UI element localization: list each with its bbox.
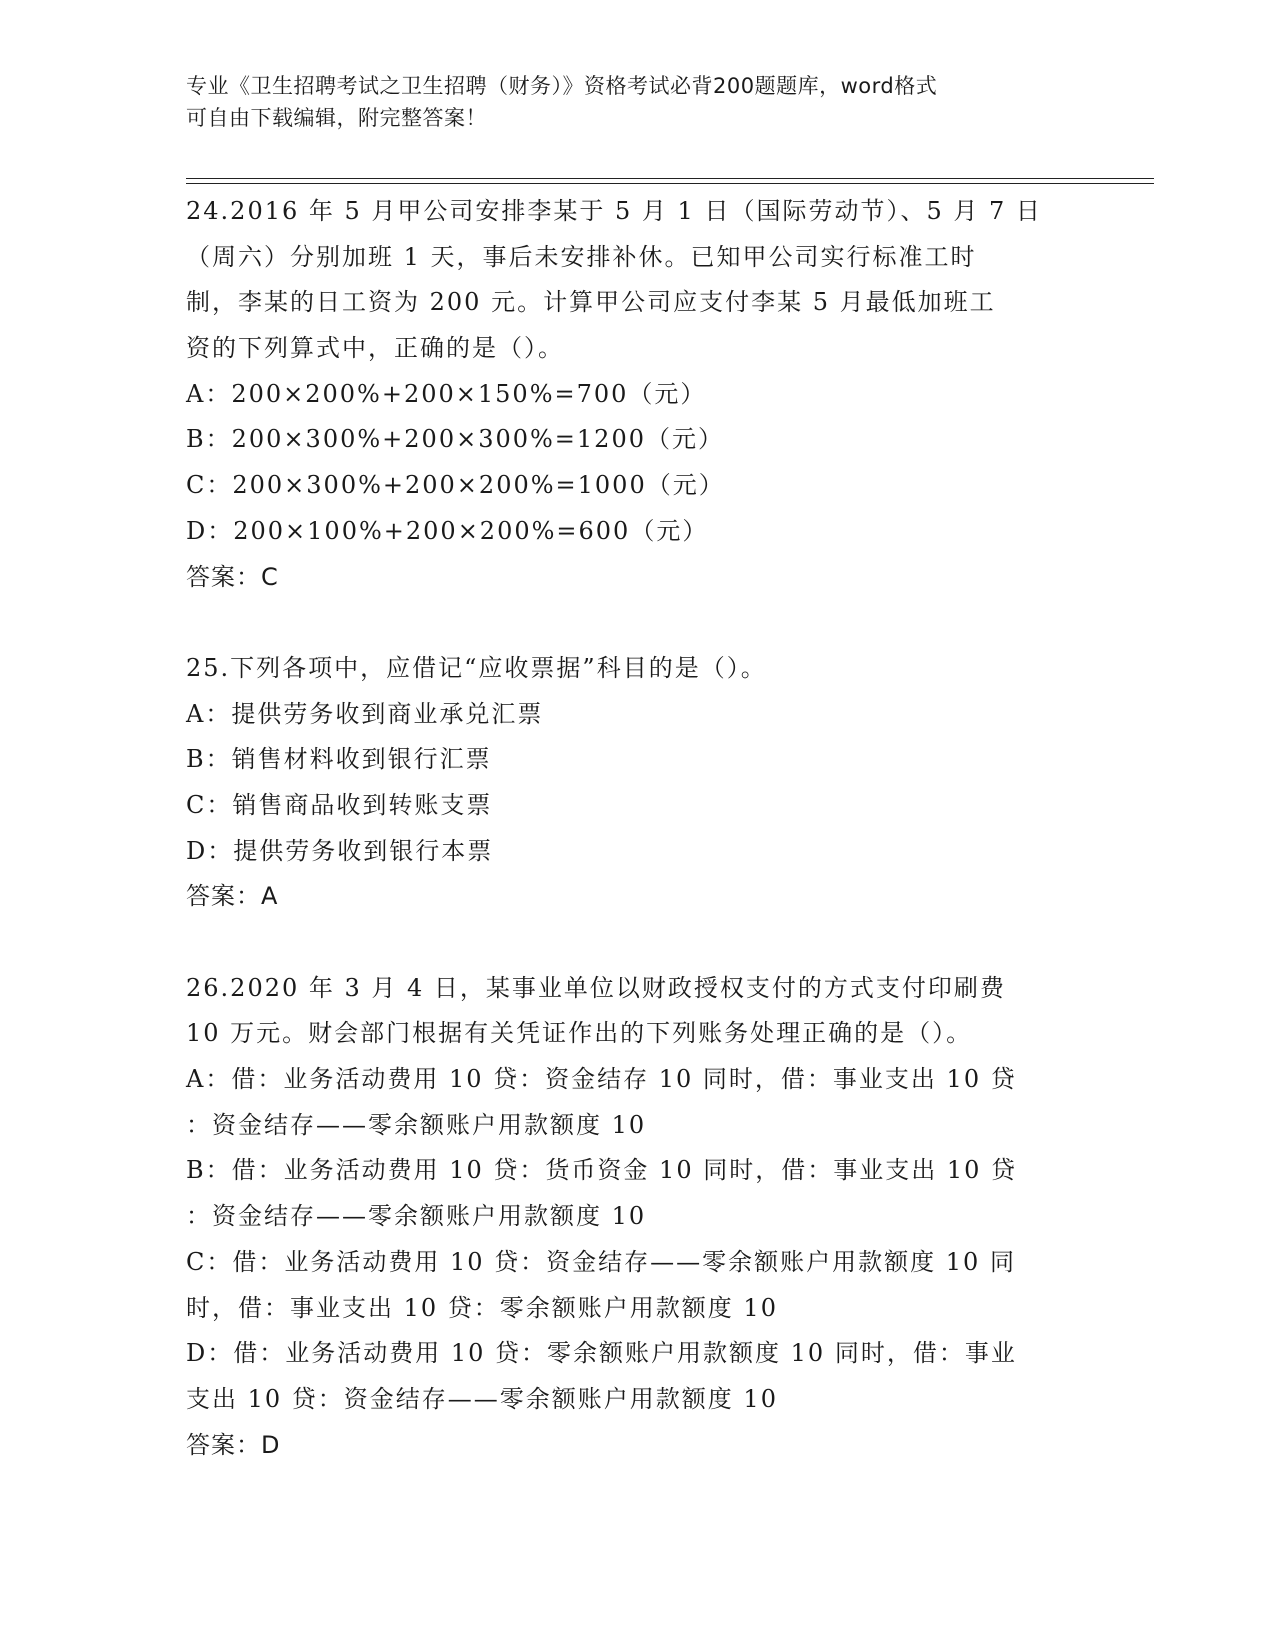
question-25 bbox=[186, 646, 1086, 920]
document-header bbox=[186, 70, 1086, 134]
header-divider-top bbox=[186, 178, 1154, 179]
option-a: A：200×200%+200×150%=700（元） bbox=[186, 379, 707, 408]
option-c: C：借：业务活动费用 10 贷：资金结存——零余额账户用款额度 10 同 bbox=[186, 1247, 1016, 1276]
question-spacer bbox=[186, 920, 1086, 966]
answer-label: 答案：A bbox=[186, 882, 279, 911]
question-stem-line: 制，李某的日工资为 200 元。计算甲公司应支付李某 5 月最低加班工 bbox=[186, 288, 996, 317]
answer-label: 答案：D bbox=[186, 1430, 281, 1459]
option-c: C：200×300%+200×200%=1000（元） bbox=[186, 471, 725, 500]
option-a: A：提供劳务收到商业承兑汇票 bbox=[186, 699, 544, 728]
option-d: D：提供劳务收到银行本票 bbox=[186, 836, 494, 865]
header-line-2: 可自由下载编辑，附完整答案！ bbox=[186, 106, 487, 130]
option-d: D：200×100%+200×200%=600（元） bbox=[186, 516, 709, 545]
option-c-continued: 时，借：事业支出 10 贷：零余额账户用款额度 10 bbox=[186, 1293, 778, 1322]
option-a: A：借：业务活动费用 10 贷：资金结存 10 同时，借：事业支出 10 贷 bbox=[186, 1065, 1017, 1094]
question-list bbox=[186, 189, 1086, 1468]
option-a-continued: ：资金结存——零余额账户用款额度 10 bbox=[186, 1110, 647, 1139]
question-stem-line: 25.下列各项中，应借记“应收票据”科目的是（）。 bbox=[186, 653, 767, 682]
question-stem-line: （周六）分别加班 1 天，事后未安排补休。已知甲公司实行标准工时 bbox=[186, 242, 977, 271]
answer-label: 答案：C bbox=[186, 562, 279, 591]
option-c: C：销售商品收到转账支票 bbox=[186, 790, 493, 819]
question-spacer bbox=[186, 600, 1086, 646]
question-stem-line: 26.2020 年 3 月 4 日，某事业单位以财政授权支付的方式支付印刷费 bbox=[186, 973, 1006, 1002]
option-b: B：200×300%+200×300%=1200（元） bbox=[186, 425, 724, 454]
question-26 bbox=[186, 966, 1086, 1469]
option-d: D：借：业务活动费用 10 贷：零余额账户用款额度 10 同时，借：事业 bbox=[186, 1339, 1017, 1368]
option-d-continued: 支出 10 贷：资金结存——零余额账户用款额度 10 bbox=[186, 1384, 778, 1413]
option-b-continued: ：资金结存——零余额账户用款额度 10 bbox=[186, 1202, 647, 1231]
header-line-1: 专业《卫生招聘考试之卫生招聘（财务）》资格考试必背200题题库，word格式 bbox=[186, 74, 938, 98]
header-divider-bottom bbox=[186, 183, 1154, 184]
question-stem-line: 资的下列算式中，正确的是（）。 bbox=[186, 334, 564, 363]
option-b: B：销售材料收到银行汇票 bbox=[186, 745, 492, 774]
question-24 bbox=[186, 189, 1086, 600]
question-stem-line: 10 万元。财会部门根据有关凭证作出的下列账务处理正确的是（）。 bbox=[186, 1019, 973, 1048]
option-b: B：借：业务活动费用 10 贷：货币资金 10 同时，借：事业支出 10 贷 bbox=[186, 1156, 1018, 1185]
question-stem-line: 24.2016 年 5 月甲公司安排李某于 5 月 1 日（国际劳动节）、5 月 7 日 bbox=[186, 197, 1042, 225]
